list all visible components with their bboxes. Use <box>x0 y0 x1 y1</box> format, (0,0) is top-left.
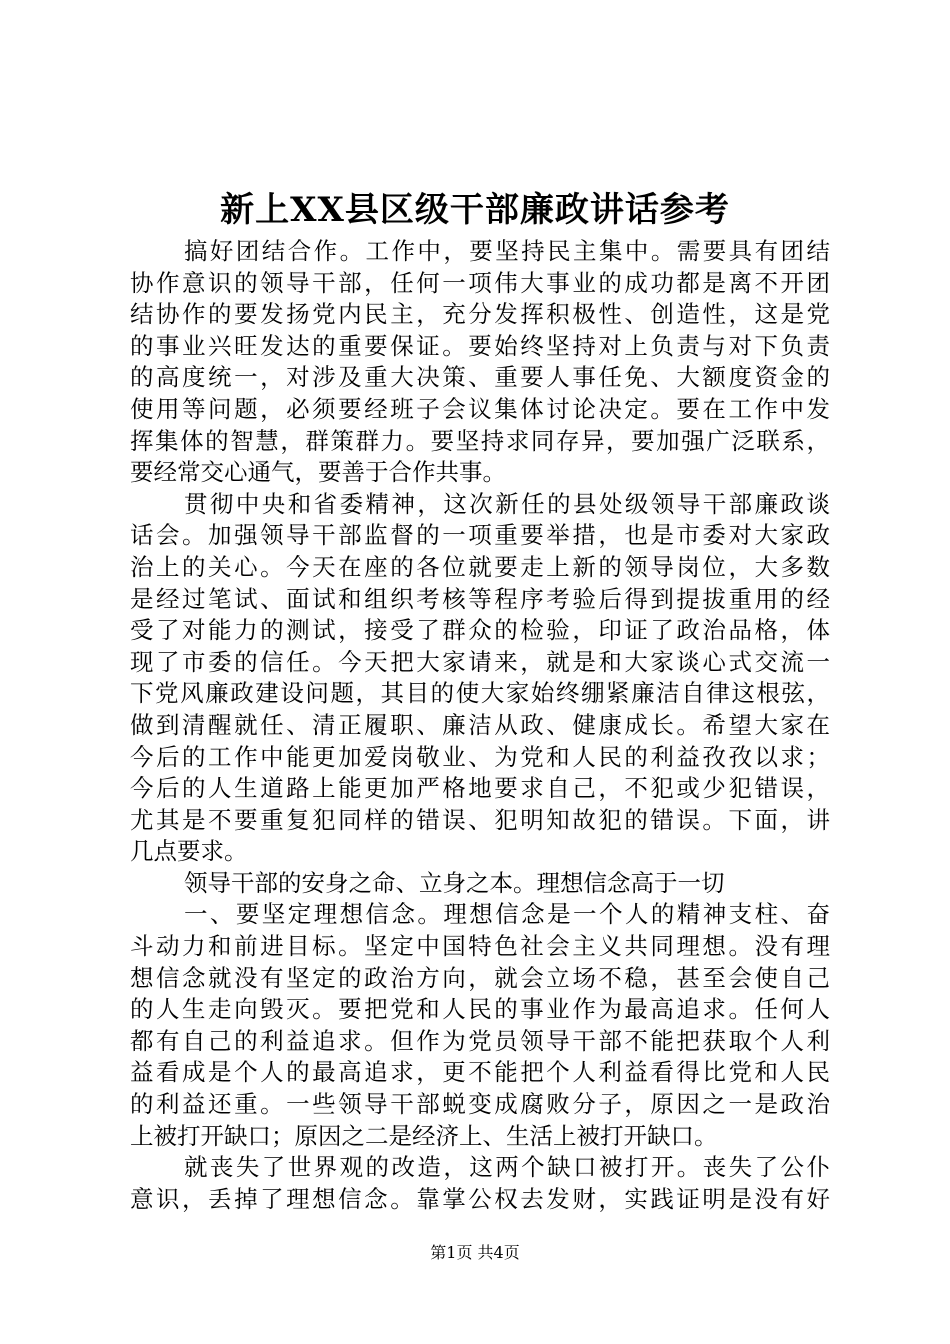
body-text-line: 贯彻中央和省委精神，这次新任的县处级领导干部廉政谈 <box>184 489 830 518</box>
body-text-line: 就丧失了世界观的改造，这两个缺口被打开。丧失了公仆 <box>184 1153 830 1182</box>
body-text-line: 话会。加强领导干部监督的一项重要举措，也是市委对大家政 <box>130 521 830 550</box>
body-text-line: 几点要求。 <box>130 837 248 866</box>
body-text-line: 是经过笔试、面试和组织考核等程序考验后得到提拔重用的经 <box>130 584 830 613</box>
body-text-line: 使用等问题，必须要经班子会议集体讨论决定。要在工作中发 <box>130 394 830 423</box>
body-text-line: 领导干部的安身之命、立身之本。理想信念高于一切 <box>184 868 725 897</box>
body-text-line: 现了市委的信任。今天把大家请来，就是和大家谈心式交流一 <box>130 647 830 676</box>
body-text-line: 的高度统一，对涉及重大决策、重要人事任免、大额度资金的 <box>130 363 830 392</box>
body-text-line: 挥集体的智慧，群策群力。要坚持求同存异，要加强广泛联系， <box>130 426 830 455</box>
body-text-line: 意识，丢掉了理想信念。靠掌公权去发财，实践证明是没有好 <box>130 1184 830 1213</box>
body-text-line: 搞好团结合作。工作中，要坚持民主集中。需要具有团结 <box>184 237 830 265</box>
body-text-line: 的事业兴旺发达的重要保证。要始终坚持对上负责与对下负责 <box>130 331 830 360</box>
body-text-line: 要经常交心通气，要善于合作共事。 <box>130 458 506 487</box>
body-text-line: 协作意识的领导干部，任何一项伟大事业的成功都是离不开团 <box>130 268 830 297</box>
body-text-line: 尤其是不要重复犯同样的错误、犯明知故犯的错误。下面，讲 <box>130 805 830 834</box>
body-text-line: 上被打开缺口；原因之二是经济上、生活上被打开缺口。 <box>130 1121 718 1150</box>
body-text-line: 一、要坚定理想信念。理想信念是一个人的精神支柱、奋 <box>184 900 830 929</box>
body-text-line: 治上的关心。今天在座的各位就要走上新的领导岗位，大多数 <box>130 552 830 581</box>
body-text-line: 益看成是个人的最高追求，更不能把个人利益看得比党和人民 <box>130 1058 830 1087</box>
body-text-line: 今后的人生道路上能更加严格地要求自己，不犯或少犯错误， <box>130 774 830 803</box>
body-text-line: 受了对能力的测试，接受了群众的检验，印证了政治品格，体 <box>130 616 830 645</box>
body-text-line: 都有自己的利益追求。但作为党员领导干部不能把获取个人利 <box>130 1026 830 1055</box>
body-text-line: 的人生走向毁灭。要把党和人民的事业作为最高追求。任何人 <box>130 995 830 1024</box>
body-text-line: 今后的工作中能更加爱岗敬业、为党和人民的利益孜孜以求； <box>130 742 830 771</box>
body-text-line: 的利益还重。一些领导干部蜕变成腐败分子，原因之一是政治 <box>130 1090 830 1119</box>
document-body <box>130 236 830 1215</box>
body-text-line: 斗动力和前进目标。坚定中国特色社会主义共同理想。没有理 <box>130 932 830 961</box>
body-text-line: 下党风廉政建设问题，其目的使大家始终绷紧廉洁自律这根弦， <box>130 679 830 708</box>
body-text-line: 结协作的要发扬党内民主，充分发挥积极性、创造性，这是党 <box>130 300 830 329</box>
body-text-line: 想信念就没有坚定的政治方向，就会立场不稳，甚至会使自己 <box>130 963 830 992</box>
page-footer: 第1页 共4页 <box>430 1243 520 1262</box>
body-text-line: 做到清醒就任、清正履职、廉洁从政、健康成长。希望大家在 <box>130 710 830 739</box>
document-title: 新上XX县区级干部廉政讲话参考 <box>220 190 730 230</box>
